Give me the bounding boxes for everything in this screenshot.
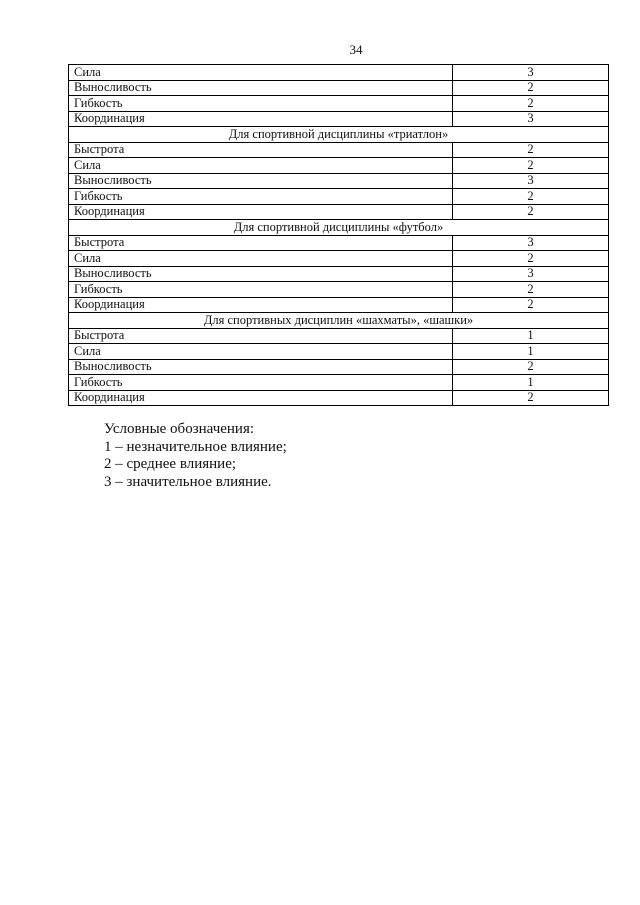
influence-score-cell: 2 (453, 96, 609, 112)
table-row (69, 189, 609, 205)
quality-cell: Гибкость (69, 282, 453, 298)
influence-score-cell: 2 (453, 359, 609, 375)
quality-cell: Координация (69, 111, 453, 127)
table-row (69, 65, 609, 81)
quality-cell: Координация (69, 297, 453, 313)
quality-cell: Координация (69, 204, 453, 220)
influence-score-cell: 1 (453, 375, 609, 391)
table-row (69, 111, 609, 127)
quality-cell: Координация (69, 390, 453, 406)
quality-cell: Быстрота (69, 142, 453, 158)
legend-item: 2 – среднее влияние; (104, 456, 237, 472)
table-row (69, 96, 609, 112)
influence-score-cell: 3 (453, 65, 609, 81)
page-number: 34 (349, 42, 363, 57)
influence-score-cell: 2 (453, 142, 609, 158)
quality-cell: Выносливость (69, 173, 453, 189)
table-row (69, 158, 609, 174)
quality-cell: Гибкость (69, 189, 453, 205)
quality-cell: Выносливость (69, 359, 453, 375)
section-header-row (69, 220, 609, 236)
section-title: Для спортивной дисциплины «триатлон» (69, 127, 609, 143)
quality-cell: Сила (69, 251, 453, 267)
influence-score-cell: 2 (453, 204, 609, 220)
influence-table (68, 64, 609, 406)
quality-cell: Сила (69, 158, 453, 174)
influence-score-cell: 1 (453, 328, 609, 344)
legend-item: 1 – незначительное влияние; (104, 438, 287, 455)
quality-cell: Выносливость (69, 266, 453, 282)
influence-score-cell: 2 (453, 158, 609, 174)
table-row (69, 390, 609, 406)
quality-cell: Сила (69, 65, 453, 81)
influence-score-cell: 2 (453, 282, 609, 298)
legend (104, 421, 287, 491)
table-row (69, 359, 609, 375)
legend-title: Условные обозначения: (104, 421, 255, 437)
section-title: Для спортивных дисциплин «шахматы», «шашки» (69, 313, 609, 329)
section-header-row (69, 313, 609, 329)
influence-score-cell: 2 (453, 251, 609, 267)
quality-cell: Гибкость (69, 375, 453, 391)
influence-score-cell: 2 (453, 297, 609, 313)
table-row (69, 297, 609, 313)
section-title: Для спортивной дисциплины «футбол» (69, 220, 609, 236)
section-header-row (69, 127, 609, 143)
quality-cell: Выносливость (69, 80, 453, 96)
quality-cell: Быстрота (69, 235, 453, 251)
influence-score-cell: 2 (453, 80, 609, 96)
table-row (69, 80, 609, 96)
table-row (69, 235, 609, 251)
table-row (69, 142, 609, 158)
influence-score-cell: 3 (453, 173, 609, 189)
quality-cell: Быстрота (69, 328, 453, 344)
influence-score-cell: 1 (453, 344, 609, 360)
quality-cell: Гибкость (69, 96, 453, 112)
table-row (69, 282, 609, 298)
quality-cell: Сила (69, 344, 453, 360)
table-row (69, 251, 609, 267)
table-row (69, 328, 609, 344)
table-row (69, 344, 609, 360)
table-row (69, 266, 609, 282)
legend-item: 3 – значительное влияние. (104, 473, 272, 490)
influence-score-cell: 3 (453, 111, 609, 127)
influence-score-cell: 2 (453, 189, 609, 205)
table-row (69, 375, 609, 391)
influence-score-cell: 3 (453, 235, 609, 251)
table-row (69, 204, 609, 220)
table-row (69, 173, 609, 189)
influence-score-cell: 3 (453, 266, 609, 282)
influence-score-cell: 2 (453, 390, 609, 406)
